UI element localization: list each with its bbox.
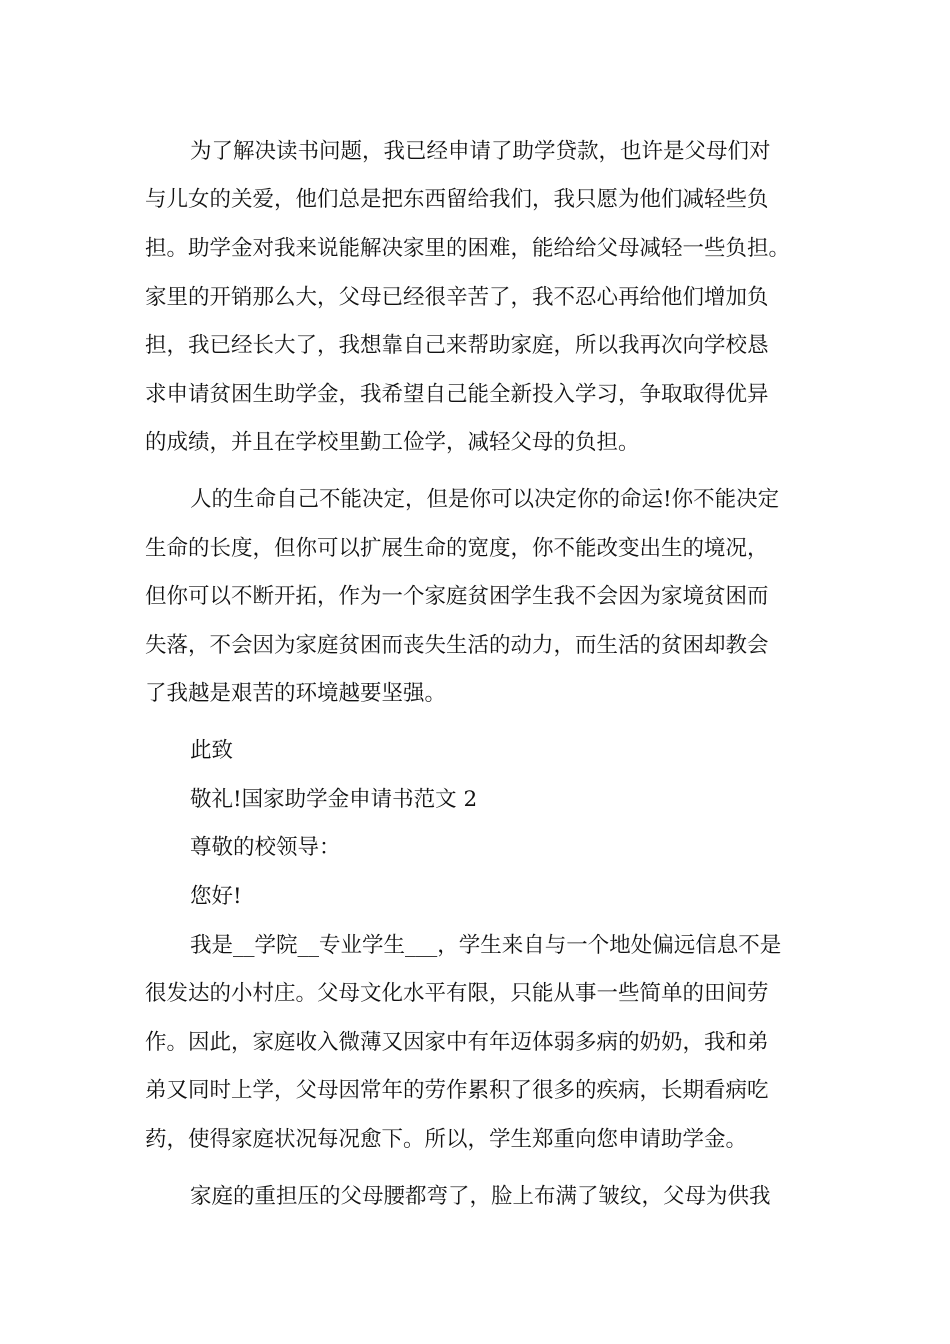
paragraph-line: 失落，不会因为家庭贫困而丧失生活的动力，而生活的贫困却教会 bbox=[145, 633, 769, 658]
paragraph-line: 为了解决读书问题，我已经申请了助学贷款，也许是父母们对 bbox=[190, 139, 771, 164]
paragraph-line: 家庭的重担压的父母腰都弯了，脸上布满了皱纹，父母为供我 bbox=[190, 1184, 771, 1209]
paragraph-line: 但你可以不断开拓，作为一个家庭贫困学生我不会因为家境贫困而 bbox=[145, 584, 769, 609]
paragraph-line: 了我越是艰苦的环境越要坚强。 bbox=[145, 681, 447, 706]
paragraph-line: 与儿女的关爱，他们总是把东西留给我们，我只愿为他们减轻些负 bbox=[145, 187, 769, 212]
paragraph-line: 的成绩，并且在学校里勤工俭学，减轻父母的负担。 bbox=[145, 430, 640, 455]
paragraph-line: 人的生命自己不能决定，但是你可以决定你的命运!你不能决定 bbox=[190, 487, 780, 512]
paragraph-line: 家里的开销那么大，父母已经很辛苦了，我不忍心再给他们增加负 bbox=[145, 285, 769, 310]
closing-line: 此致 bbox=[190, 738, 234, 763]
paragraph-line: 担。助学金对我来说能解决家里的困难，能给给父母减轻一些负担。 bbox=[145, 236, 791, 261]
paragraph-line: 很发达的小村庄。父母文化水平有限，只能从事一些简单的田间劳 bbox=[145, 981, 769, 1006]
paragraph-line: 药，使得家庭状况每况愈下。所以，学生郑重向您申请助学金。 bbox=[145, 1127, 748, 1152]
paragraph-line: 生命的长度，但你可以扩展生命的宽度，你不能改变出生的境况， bbox=[145, 536, 769, 561]
paragraph-line: 求申请贫困生助学金，我希望自己能全新投入学习，争取取得优异 bbox=[145, 382, 769, 407]
section-heading: 敬礼!国家助学金申请书范文 2 bbox=[190, 787, 478, 812]
paragraph-line: 我是__学院__专业学生___，学生来自与一个地处偏远信息不是 bbox=[190, 933, 782, 958]
salutation: 尊敬的校领导： bbox=[190, 835, 341, 860]
paragraph-line: 弟又同时上学，父母因常年的劳作累积了很多的疾病，长期看病吃 bbox=[145, 1078, 769, 1103]
paragraph-line: 担，我已经长大了，我想靠自己来帮助家庭，所以我再次向学校恳 bbox=[145, 333, 769, 358]
paragraph-line: 作。因此，家庭收入微薄又因家中有年迈体弱多病的奶奶，我和弟 bbox=[145, 1030, 769, 1055]
greeting: 您好! bbox=[190, 884, 242, 909]
